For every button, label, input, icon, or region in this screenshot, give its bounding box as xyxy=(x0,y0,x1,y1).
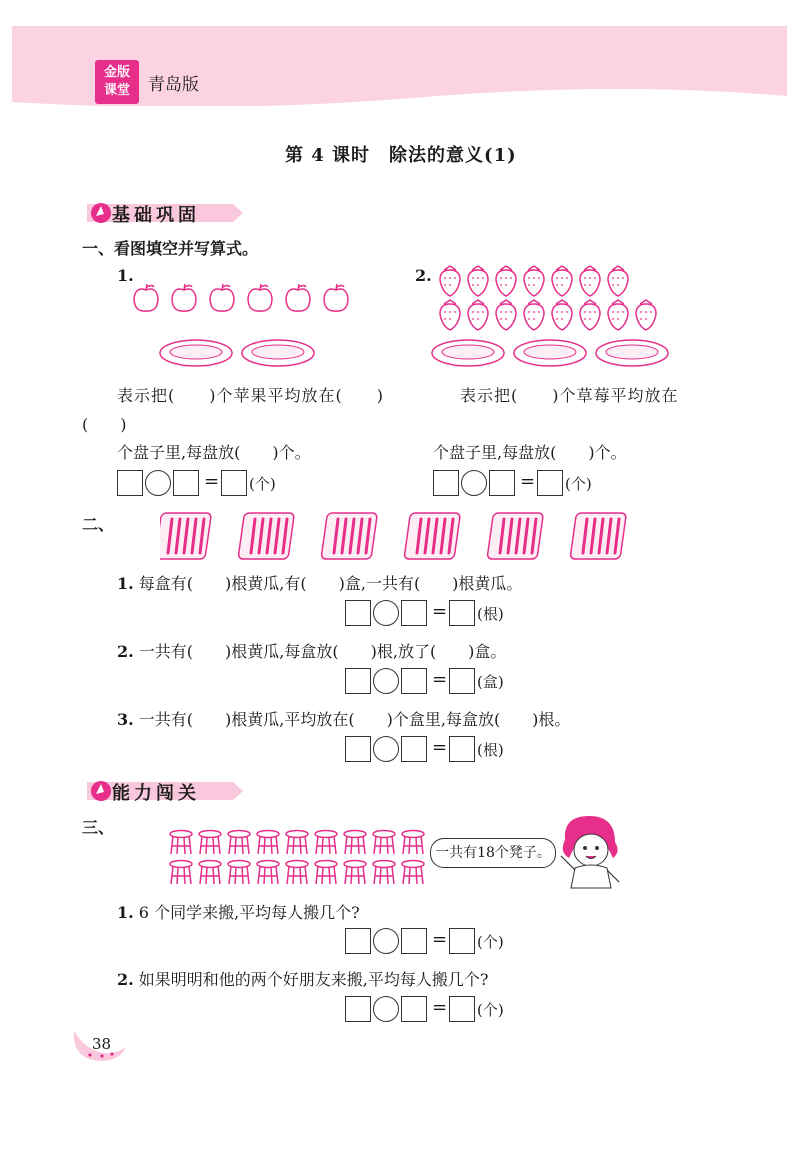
answer-box[interactable] xyxy=(433,470,459,496)
q2-item-3: 3. 一共有( )根黄瓜,平均放在( )个盒里,每盒放( )根。 xyxy=(117,710,571,729)
cucumber-box-icon xyxy=(487,513,543,559)
answer-box[interactable] xyxy=(489,470,515,496)
operator-circle[interactable] xyxy=(373,668,399,694)
stool-icon xyxy=(315,861,337,885)
stool-icon xyxy=(199,861,221,885)
item-2-line-2: 个盘子里,每盘放( )个。 xyxy=(433,443,627,462)
stool-icon xyxy=(344,831,366,855)
plates-illustration xyxy=(158,335,328,375)
strawberry-icon xyxy=(468,300,488,330)
q3-item-1: 1. 6 个同学来搬,平均每人搬几个? xyxy=(117,903,360,922)
stool-icon xyxy=(228,831,250,855)
cucumber-box-icon xyxy=(321,513,377,559)
plate-icon xyxy=(242,340,314,366)
section-title-basic: 基础巩固 xyxy=(112,205,200,226)
strawberry-icon xyxy=(496,300,516,330)
operator-circle[interactable] xyxy=(145,470,171,496)
apples-illustration xyxy=(130,280,360,314)
plate-icon xyxy=(432,340,504,366)
unit-label: (根) xyxy=(477,741,504,759)
apple-icon xyxy=(172,284,196,311)
stool-icon xyxy=(170,861,192,885)
equation-row xyxy=(345,600,515,626)
stool-icon xyxy=(257,831,279,855)
equals-sign: = xyxy=(432,669,448,690)
strawberry-icon xyxy=(524,300,544,330)
answer-box[interactable] xyxy=(345,996,371,1022)
answer-box[interactable] xyxy=(401,928,427,954)
girl-illustration xyxy=(555,812,627,890)
apple-icon xyxy=(210,284,234,311)
equation-row xyxy=(433,470,603,496)
answer-box[interactable] xyxy=(345,668,371,694)
item-number: 2. xyxy=(415,266,432,285)
strawberry-icon xyxy=(440,266,460,296)
strawberry-icon xyxy=(468,266,488,296)
strawberry-icon xyxy=(552,266,572,296)
cucumber-box-icon xyxy=(404,513,460,559)
publisher-logo: 金版 课堂 xyxy=(95,60,139,104)
strawberry-icon xyxy=(580,266,600,296)
question-2-heading: 二、 xyxy=(82,515,115,534)
answer-box[interactable] xyxy=(117,470,143,496)
equation-row xyxy=(345,996,515,1022)
edition-label: 青岛版 xyxy=(148,75,199,95)
apple-icon xyxy=(134,284,158,311)
answer-box[interactable] xyxy=(401,668,427,694)
answer-box[interactable] xyxy=(401,996,427,1022)
unit-label: (个) xyxy=(249,475,276,493)
apple-icon xyxy=(248,284,272,311)
operator-circle[interactable] xyxy=(373,996,399,1022)
equation-row xyxy=(345,736,515,762)
item-1-line-1b: ( ) xyxy=(82,415,127,434)
cucumber-box-icon xyxy=(160,513,211,559)
page-number: 38 xyxy=(92,1035,112,1053)
equation-row xyxy=(117,470,287,496)
equals-sign: = xyxy=(432,601,448,622)
operator-circle[interactable] xyxy=(461,470,487,496)
answer-box[interactable] xyxy=(345,928,371,954)
answer-box[interactable] xyxy=(449,600,475,626)
stool-icon xyxy=(170,831,192,855)
strawberry-icon xyxy=(608,300,628,330)
answer-box[interactable] xyxy=(449,736,475,762)
equals-sign: = xyxy=(432,997,448,1018)
equals-sign: = xyxy=(520,471,536,492)
equals-sign: = xyxy=(432,929,448,950)
speech-bubble: 一共有18个凳子。 xyxy=(430,838,556,868)
stool-icon xyxy=(373,861,395,885)
answer-box[interactable] xyxy=(401,600,427,626)
section-title-ability: 能力闯关 xyxy=(112,783,200,804)
strawberry-icon xyxy=(524,266,544,296)
apple-icon xyxy=(324,284,348,311)
strawberry-icon xyxy=(636,300,656,330)
stool-icon xyxy=(315,831,337,855)
equation-row xyxy=(345,928,515,954)
stool-icon xyxy=(199,831,221,855)
item-1-line-1: 表示把( )个苹果平均放在( ) xyxy=(117,386,384,405)
cucumber-box-icon xyxy=(570,513,626,559)
strawberry-icon xyxy=(496,266,516,296)
cucumber-boxes-illustration xyxy=(160,507,635,563)
answer-box[interactable] xyxy=(173,470,199,496)
answer-box[interactable] xyxy=(401,736,427,762)
operator-circle[interactable] xyxy=(373,736,399,762)
answer-box[interactable] xyxy=(449,996,475,1022)
operator-circle[interactable] xyxy=(373,600,399,626)
strawberry-icon xyxy=(608,266,628,296)
equation-row xyxy=(345,668,515,694)
plate-icon xyxy=(160,340,232,366)
unit-label: (个) xyxy=(565,475,592,493)
stool-icon xyxy=(257,861,279,885)
stool-icon xyxy=(286,861,308,885)
plate-icon xyxy=(514,340,586,366)
answer-box[interactable] xyxy=(449,668,475,694)
cucumber-box-icon xyxy=(238,513,294,559)
stool-icon xyxy=(228,861,250,885)
stool-icon xyxy=(373,831,395,855)
strawberries-illustration xyxy=(436,262,668,332)
question-1-heading: 一、看图填空并写算式。 xyxy=(82,239,259,258)
stool-icon xyxy=(286,831,308,855)
lesson-title: 第 4 课时 除法的意义(1) xyxy=(285,145,517,166)
unit-label: (根) xyxy=(477,605,504,623)
q2-item-1: 1. 每盒有( )根黄瓜,有( )盒,一共有( )根黄瓜。 xyxy=(117,574,523,593)
stool-icon xyxy=(402,861,424,885)
plate-icon xyxy=(596,340,668,366)
stool-icon xyxy=(344,861,366,885)
question-3-heading: 三、 xyxy=(82,818,115,837)
answer-box[interactable] xyxy=(345,736,371,762)
item-2-line-1: 表示把( )个草莓平均放在 xyxy=(460,386,679,405)
answer-box[interactable] xyxy=(449,928,475,954)
q2-item-2: 2. 一共有( )根黄瓜,每盒放( )根,放了( )盒。 xyxy=(117,642,507,661)
item-number: 1. xyxy=(117,266,134,285)
answer-box[interactable] xyxy=(537,470,563,496)
stool-icon xyxy=(402,831,424,855)
q3-item-2: 2. 如果明明和他的两个好朋友来搬,平均每人搬几个? xyxy=(117,970,489,989)
unit-label: (盒) xyxy=(477,673,504,691)
strawberry-icon xyxy=(440,300,460,330)
answer-box[interactable] xyxy=(345,600,371,626)
strawberry-icon xyxy=(580,300,600,330)
equals-sign: = xyxy=(204,471,220,492)
stools-illustration xyxy=(168,828,428,888)
strawberry-icon xyxy=(552,300,572,330)
answer-box[interactable] xyxy=(221,470,247,496)
item-1-line-2: 个盘子里,每盘放( )个。 xyxy=(117,443,311,462)
unit-label: (个) xyxy=(477,1001,504,1019)
unit-label: (个) xyxy=(477,933,504,951)
plates-illustration xyxy=(430,335,670,375)
equals-sign: = xyxy=(432,737,448,758)
apple-icon xyxy=(286,284,310,311)
operator-circle[interactable] xyxy=(373,928,399,954)
